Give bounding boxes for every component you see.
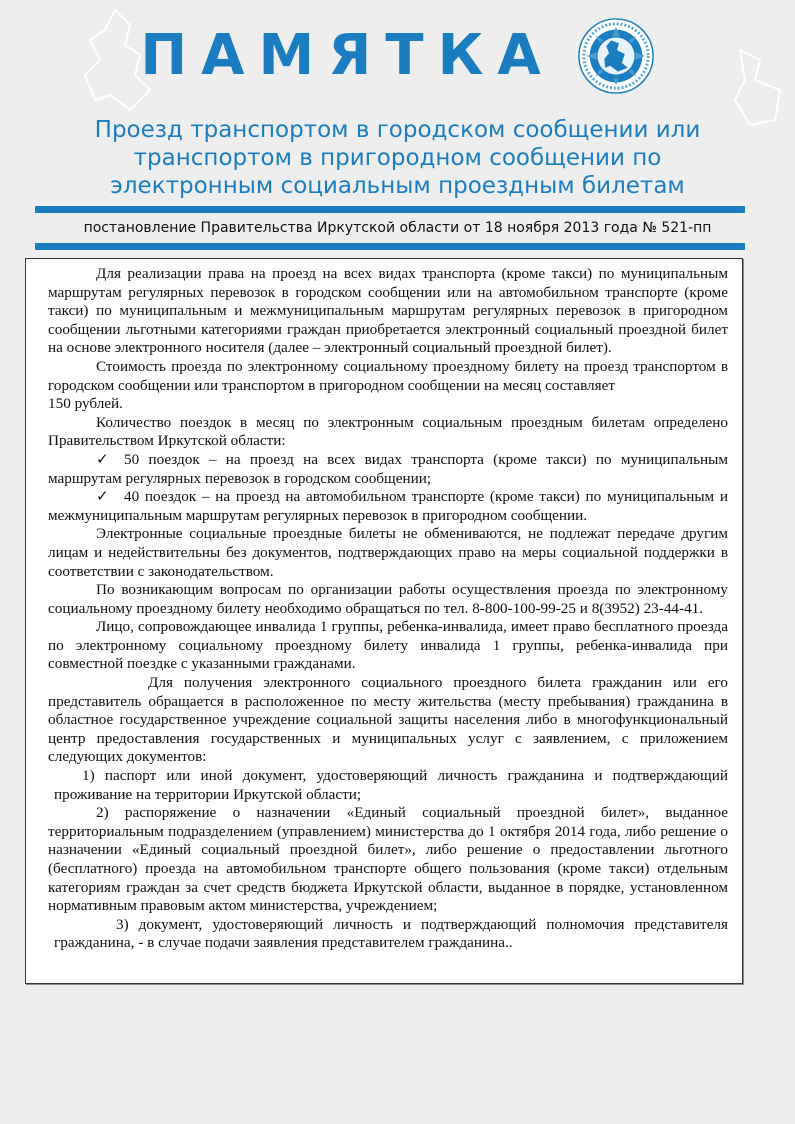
- subtitle-line: электронным социальным проездным билетам: [110, 173, 685, 199]
- checkmark-icon: ✓: [96, 450, 109, 468]
- title-row: [0, 0, 795, 98]
- checkmark-icon: ✓: [96, 488, 109, 506]
- bullet-item: [48, 488, 728, 525]
- paragraph-trip-count: Количество поездок в месяц по электронным социальным проездным билетам определено Правительством Иркутской области:: [48, 413, 728, 450]
- page-title: ПАМЯТКА: [140, 23, 555, 88]
- ministry-emblem-icon: [577, 17, 655, 95]
- paragraph-cost: Стоимость проезда по электронному социальному проездному билету на проезд транспортом в городском сообщении или транспортом в пригородном сообщении на месяц составляет: [48, 357, 728, 394]
- document-item: 2) распоряжение о назначении «Единый социальный проездной билет», выданное территориальным подразделением (управлением) министерства до 1 октября 2014 года, либо решение о назначении «Единый социальный проездной билет», либо решение о предоставлении льготного (бесплатного) проезда на автомобильном транспорте общего пользования (кроме такси) отдельным категориям граждан за счет средств бюджета Иркутской области, выданное в порядке, установленном нормативным правовым актом министерства, учреждением;: [48, 804, 728, 915]
- paragraph-contacts: По возникающим вопросам по организации работы осуществления проезда по электронному социальному проездному билету необходимо обращаться по тел. 8-800-100-99-25 и 8(3952) 23-44-41.: [48, 581, 728, 617]
- paragraph-how-to-obtain: Для получения электронного социального проездного билета гражданин или его представитель обращается в расположенное по месту жительства (месту пребывания) гражданина в областное государственное учреждение социальной защиты населения либо в многофункциональный центр предоставления государственных и муниципальных услуг с заявлением, с приложением следующих документов:: [48, 674, 728, 766]
- bullet-item: [48, 451, 728, 488]
- document-item: 3) документ, удостоверяющий личность и подтверждающий полномочия представителя гражданина, - в случае подачи заявления представителем гражданина..: [54, 915, 728, 952]
- paragraph-non-transferable: Электронные социальные проездные билеты не обмениваются, не подлежат передаче другим лицам и недействительны без документов, подтверждающих право на меры социальной поддержки в соответствии с законодательством.: [48, 525, 728, 580]
- content-box: [25, 258, 743, 984]
- divider-top: [35, 206, 745, 213]
- cost-value: 150 рублей.: [48, 395, 123, 413]
- document-body: [48, 265, 728, 953]
- bullet-text: 50 поездок – на проезд на всех видах транспорта (кроме такси) по муниципальным маршрутам регулярных перевозок в городском сообщении;: [48, 450, 728, 487]
- paragraph-intro: Для реализации права на проезд на всех видах транспорта (кроме такси) по муниципальным маршрутам регулярных перевозок в городском сообщении или на автомобильном транспорте (кроме такси) по муниципальным и межмуниципальным маршрутам регулярных перевозок в пригородном сообщении льготными категориями граждан приобретается электронный социальный проездной билет на основе электронного носителя (далее – электронный социальный проездной билет).: [48, 265, 728, 357]
- paragraph-companion: Лицо, сопровождающее инвалида 1 группы, ребенка-инвалида, имеет право бесплатного проезда по электронному социальному проездному билету инвалида 1 группы, ребенка-инвалида при совместной поездке с указанными гражданами.: [48, 618, 728, 673]
- document-item: 1) паспорт или иной документ, удостоверяющий личность гражданина и подтверждающий проживание на территории Иркутской области;: [54, 767, 728, 803]
- subtitle-line: Проезд транспортом в городском сообщении или: [94, 117, 701, 143]
- decree-reference: постановление Правительства Иркутской области от 18 ноября 2013 года № 521-пп: [83, 220, 712, 236]
- page-subtitle: [0, 116, 795, 200]
- subtitle-line: транспортом в пригородном сообщении по: [133, 145, 662, 171]
- divider-bottom: [35, 243, 745, 250]
- bullet-text: 40 поездок – на проезд на автомобильном транспорте (кроме такси) по муниципальным и межмуниципальным маршрутам регулярных перевозок в пригородном сообщении.: [48, 488, 728, 524]
